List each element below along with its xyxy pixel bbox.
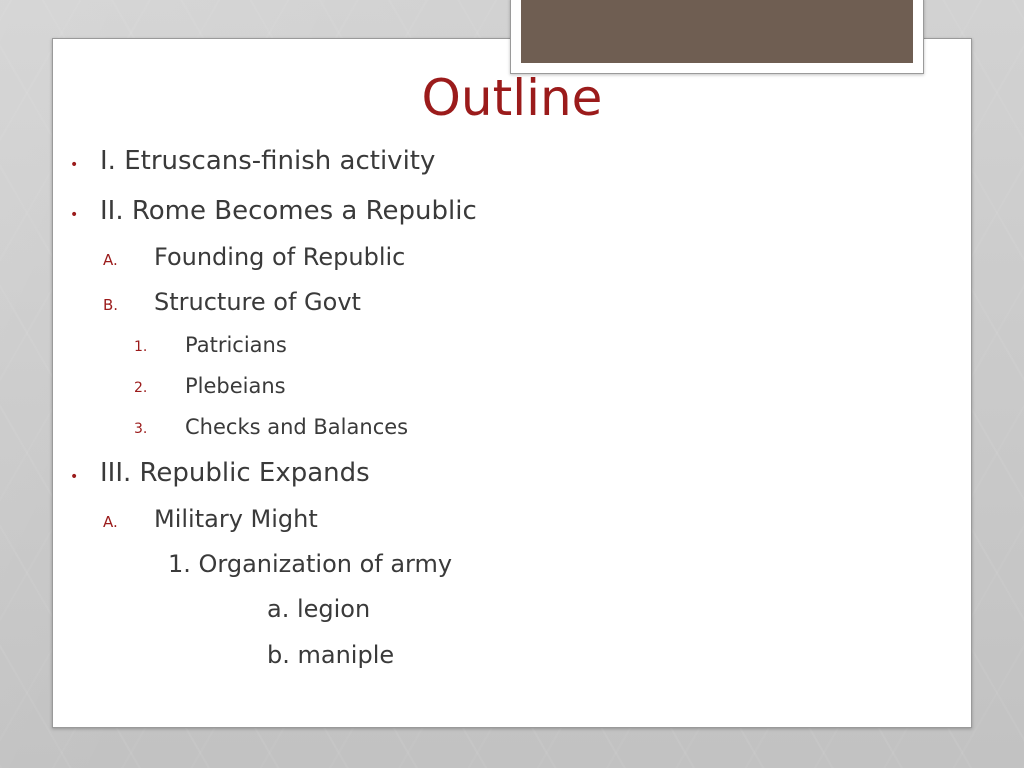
header-accent-block [521, 0, 913, 63]
outline-item-text: Military Might [154, 505, 318, 533]
slide-title: Outline [421, 69, 603, 127]
outline-item-11: a. legion [267, 595, 371, 623]
header-accent-frame [510, 0, 924, 74]
outline-item-text: Founding of Republic [154, 243, 406, 271]
outline-item-text: III. Republic Expands [100, 458, 370, 488]
list-marker: 2. [134, 380, 148, 396]
bullet-icon: • [70, 157, 79, 173]
list-marker: A. [103, 251, 118, 269]
list-marker: 3. [134, 421, 148, 437]
outline-item-text: Checks and Balances [185, 415, 409, 439]
list-marker: 1. [134, 339, 148, 355]
outline-item-10: 1. Organization of army [168, 550, 453, 578]
outline-item-text: I. Etruscans-finish activity [100, 146, 436, 176]
bullet-icon: • [70, 207, 79, 223]
list-marker: A. [103, 513, 118, 531]
outline-item-12: b. maniple [267, 641, 395, 669]
outline-item-text: Plebeians [185, 374, 286, 398]
outline-item-text: Patricians [185, 333, 287, 357]
bullet-icon: • [70, 469, 79, 485]
list-marker: B. [103, 296, 119, 314]
outline-item-text: Structure of Govt [154, 288, 361, 316]
outline-item-text: II. Rome Becomes a Republic [100, 196, 477, 226]
